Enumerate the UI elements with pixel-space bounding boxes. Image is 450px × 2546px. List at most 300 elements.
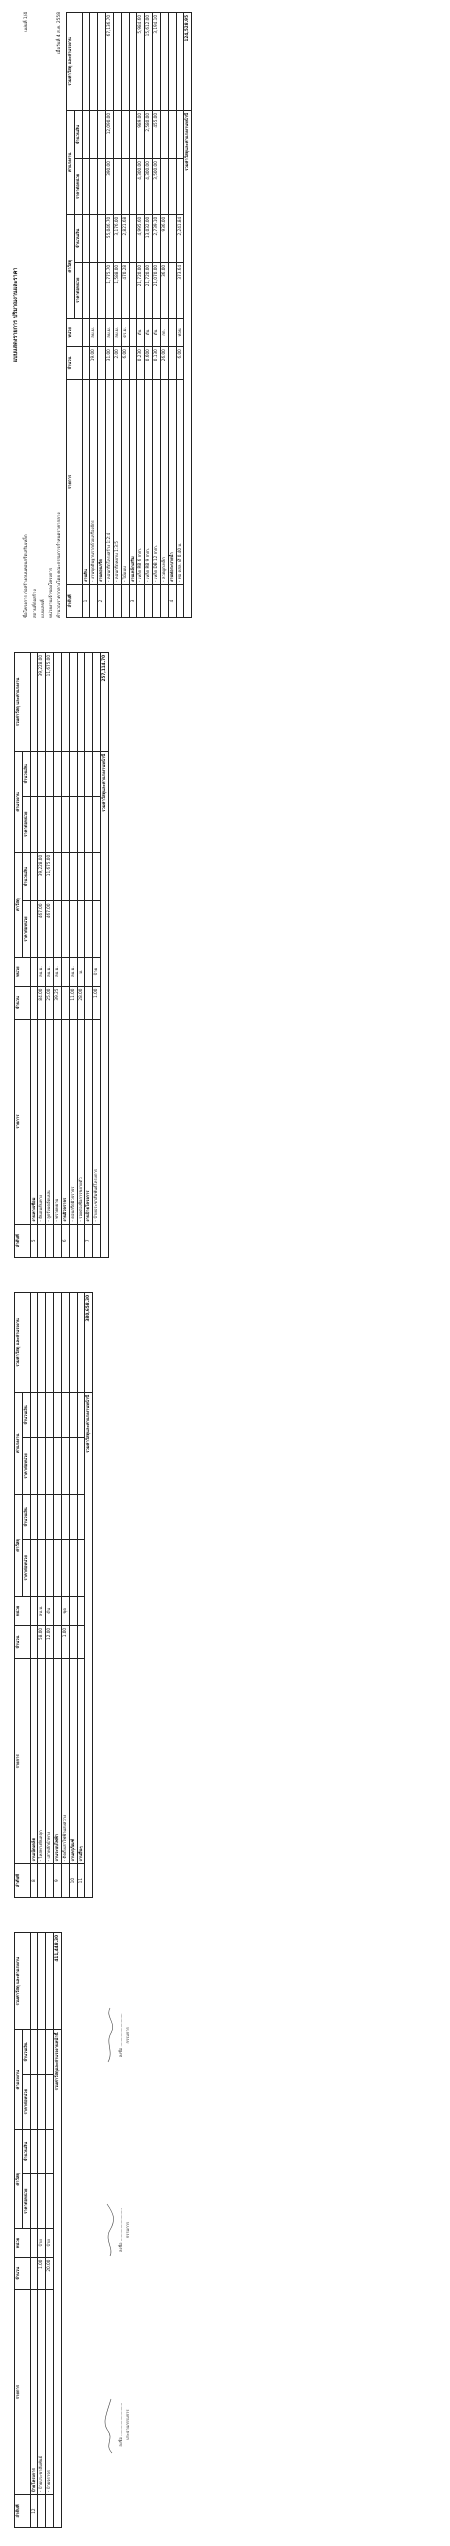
cell-unit: ป้าย <box>38 2229 46 2257</box>
cell-no: 2 <box>98 584 106 617</box>
cell-total <box>82 13 90 111</box>
col-material: ค่าวัสดุ <box>15 2129 23 2228</box>
cell-lp <box>38 796 46 852</box>
cell-mp: 1,775.70 <box>106 262 114 318</box>
cell-item: - รอยต่อเพื่อการขยายตัว <box>77 1019 85 1224</box>
cell-lp <box>54 1438 62 1495</box>
cell-item: - เหล็ก RB 6 mm. <box>137 379 145 584</box>
table-row <box>46 1293 54 1898</box>
cell-ma <box>129 214 137 262</box>
cell-lp: 3,500.00 <box>153 159 161 215</box>
cell-no <box>137 584 145 617</box>
cell-total <box>61 1293 69 1393</box>
document-page-2 <box>0 640 450 1270</box>
cell-mp <box>30 901 38 957</box>
col-unit: หน่วย <box>15 957 31 986</box>
location: สถานที่ก่อสร้าง <box>33 589 38 618</box>
cell-qty: 12.00 <box>46 1625 54 1658</box>
page-footer-label: รวมค่าวัสดุและค่าแรงงานหน้านี้ <box>101 751 109 1257</box>
cell-total <box>77 653 85 752</box>
cell-item: งานป้ายโครงการ <box>85 1019 93 1224</box>
table-row <box>145 13 153 618</box>
cell-total: 15,612.00 <box>145 13 153 111</box>
cell-total <box>129 13 137 111</box>
col-no: ลำดับที่ <box>15 2495 31 2528</box>
table-row <box>38 1933 46 2528</box>
cell-qty <box>168 347 176 380</box>
page-footer-label: รวมค่าวัสดุและค่าแรงงานหน้านี้ <box>184 110 192 617</box>
cell-no: 4 <box>168 584 176 617</box>
cell-mp <box>54 1540 62 1597</box>
cell-item: งานอื่นๆ <box>77 1659 85 1864</box>
cell-unit: ป้าย <box>46 2229 54 2257</box>
table-row <box>85 653 93 1258</box>
cell-unit: ลบ.ม. <box>113 318 121 347</box>
cell-la <box>121 110 129 158</box>
cell-no: 7 <box>85 1224 93 1257</box>
cell-qty: 2.00 <box>113 347 121 380</box>
cell-ma: 11,675.00 <box>46 852 54 901</box>
cell-no <box>54 1224 62 1257</box>
cell-lp <box>93 796 101 852</box>
cell-qty: 84.00 <box>38 986 46 1019</box>
col-total: รวมค่าวัสดุ และค่าแรงงาน <box>67 13 83 111</box>
cell-lp <box>38 2074 46 2129</box>
cell-item: - ทรายหยาบ <box>54 1019 62 1224</box>
cell-unit: ตัน <box>137 318 145 347</box>
cell-la: 455.00 <box>153 110 161 158</box>
cell-mp <box>168 262 176 318</box>
col-material: ค่าวัสดุ <box>15 1494 23 1596</box>
cell-ma <box>69 852 77 901</box>
cell-lp <box>54 796 62 852</box>
table-row <box>38 653 46 1258</box>
cell-no <box>46 1864 54 1898</box>
cell-la <box>82 110 90 158</box>
cell-ma <box>93 852 101 901</box>
table-row <box>137 13 145 618</box>
cell-la: 2,580.00 <box>145 110 153 158</box>
cell-la <box>30 2030 38 2074</box>
cell-unit <box>129 318 137 347</box>
col-total: รวมค่าวัสดุ และค่าแรงงาน <box>15 1933 31 2031</box>
cell-total <box>54 653 62 752</box>
cell-lp <box>82 159 90 215</box>
cell-item: - งานขุดดินฐานรากด้วยเครื่องจักร <box>90 379 98 584</box>
cell-total <box>113 13 121 111</box>
table-row <box>129 13 137 618</box>
rotated-sheet <box>8 648 438 1262</box>
cell-qty: 19.00 <box>90 347 98 380</box>
cell-total <box>168 13 176 111</box>
cell-mp <box>46 1540 54 1597</box>
cell-mp: 467.00 <box>38 901 46 957</box>
cell-qty: 28.00 <box>77 986 85 1019</box>
cell-item: - ลวดผูกเหล็ก <box>160 379 168 584</box>
handwritten-signature <box>102 2005 116 2065</box>
cell-qty: 31.00 <box>106 347 114 380</box>
cell-la: 12,090.00 <box>106 110 114 158</box>
col-labor-amount: จำนวนเงิน <box>22 1392 30 1437</box>
cell-no <box>38 2495 46 2528</box>
cell-no <box>69 1224 77 1257</box>
cell-total <box>38 1293 46 1393</box>
col-no: ลำดับที่ <box>15 1864 31 1898</box>
cell-mp <box>90 262 98 318</box>
document-page-1 <box>0 0 450 630</box>
cell-la <box>30 1392 38 1437</box>
cell-no <box>38 1224 46 1257</box>
cell-mp <box>46 2174 54 2229</box>
cell-no <box>121 584 129 617</box>
cell-qty: 6.00 <box>121 347 129 380</box>
cell-ma <box>85 852 93 901</box>
col-total: รวมค่าวัสดุ และค่าแรงงาน <box>15 1293 31 1393</box>
cell-no <box>176 584 184 617</box>
col-unit: หน่วย <box>15 1596 31 1625</box>
cell-unit <box>30 957 38 986</box>
table-row <box>77 653 85 1258</box>
cell-mp: 1,588.00 <box>113 262 121 318</box>
table-row <box>54 653 62 1258</box>
cell-total <box>61 653 69 752</box>
cell-unit: ลบ.ม. <box>38 957 46 986</box>
cell-no <box>61 1864 69 1898</box>
cell-la <box>98 110 106 158</box>
cell-unit <box>82 318 90 347</box>
col-labor-amount: จำนวนเงิน <box>22 751 30 796</box>
cell-unit: ตัน <box>145 318 153 347</box>
cell-no <box>90 584 98 617</box>
bill-of-quantities-table <box>14 652 109 1258</box>
cell-la <box>85 751 93 796</box>
cell-no: 6 <box>61 1224 69 1257</box>
cell-no <box>153 584 161 617</box>
page-footer-total: 124,528.95 <box>184 13 192 111</box>
cell-qty <box>85 986 93 1019</box>
cell-no: 12 <box>30 2495 38 2528</box>
cell-lp <box>168 159 176 215</box>
cell-mp <box>30 2174 38 2229</box>
table-row <box>106 13 114 618</box>
cell-item: - ลูกรังบดอัดแน่น <box>46 1019 54 1224</box>
cell-no <box>160 584 168 617</box>
cell-total: 5,984.60 <box>137 13 145 111</box>
cell-total <box>176 13 184 111</box>
cell-mp <box>129 262 137 318</box>
cell-qty: 25.00 <box>46 986 54 1019</box>
cell-qty <box>69 1625 77 1658</box>
cell-unit: ชุด <box>61 1596 69 1625</box>
cell-qty: 1.00 <box>61 1625 69 1658</box>
cell-la <box>69 751 77 796</box>
page-footer-total: 257,114.70 <box>101 653 109 752</box>
signature-2: ลงชื่อ .......................... กรรมการ <box>102 2200 131 2260</box>
cell-mp <box>93 901 101 957</box>
cell-no: 3 <box>129 584 137 617</box>
cell-total <box>30 1933 38 2031</box>
cell-no <box>38 1864 46 1898</box>
cell-lp <box>38 1438 46 1495</box>
handwritten-signature <box>102 2395 116 2455</box>
page-footer-total: 380,658.30 <box>85 1293 93 1393</box>
cell-mp <box>98 262 106 318</box>
col-unit: หน่วย <box>15 2229 31 2257</box>
cell-qty: 26.00 <box>160 347 168 380</box>
cell-ma <box>30 2129 38 2173</box>
table-row <box>121 13 129 618</box>
cell-la <box>38 1392 46 1437</box>
col-item: รายการ <box>15 1019 31 1224</box>
page-footer-total: 411,448.30 <box>54 1933 62 2031</box>
drawing-no: แบบเลขที่ <box>41 599 46 618</box>
cell-mp <box>54 901 62 957</box>
cell-la <box>46 2030 54 2074</box>
cell-lp <box>30 796 38 852</box>
table-row <box>82 13 90 618</box>
cell-la <box>113 110 121 158</box>
table-row <box>113 13 121 618</box>
table-row <box>46 653 54 1258</box>
cell-ma <box>54 852 62 901</box>
cell-no <box>113 584 121 617</box>
col-total: รวมค่าวัสดุ และค่าแรงงาน <box>15 653 31 752</box>
cell-unit <box>61 957 69 986</box>
cell-qty <box>30 2257 38 2290</box>
cell-unit: ต้น <box>46 1596 54 1625</box>
doc-title: แบบแสดงรายการ ปริมาณงานและราคา <box>13 267 19 363</box>
cell-ma <box>168 214 176 262</box>
cell-lp <box>77 796 85 852</box>
col-qty: จำนวน <box>67 347 83 380</box>
cell-ma: 2,739.10 <box>153 214 161 262</box>
cell-mp <box>82 262 90 318</box>
col-material: ค่าวัสดุ <box>67 214 75 318</box>
cell-unit: ลบ.ม. <box>69 957 77 986</box>
col-material-unit-price: ราคาต่อหน่วย <box>74 262 82 318</box>
cell-ma <box>38 2129 46 2173</box>
cell-la <box>61 1392 69 1437</box>
cell-unit: ตร.ม. <box>121 318 129 347</box>
col-material-amount: จำนวนเงิน <box>74 214 82 262</box>
cell-qty: 0.230 <box>137 347 145 380</box>
table-row <box>69 1293 77 1898</box>
cell-ma <box>30 852 38 901</box>
table-row <box>61 653 69 1258</box>
cell-ma <box>38 1494 46 1539</box>
cell-unit: ป้าย <box>93 957 101 986</box>
cell-ma: 55,046.70 <box>106 214 114 262</box>
table-row <box>30 1933 38 2528</box>
table-row <box>176 13 184 618</box>
cell-unit <box>85 957 93 986</box>
cell-la <box>38 751 46 796</box>
col-labor: ค่าแรงงาน <box>15 2030 23 2129</box>
col-labor-unit-price: ราคาต่อหน่วย <box>22 1438 30 1495</box>
cell-la <box>90 110 98 158</box>
cell-mp: 373.64 <box>176 262 184 318</box>
cell-item: - ดินถมคันทาง <box>38 1019 46 1224</box>
project-name: ชื่อโครงการ ก่อสร้างถนนคอนกรีตเสริมเหล็ก <box>24 534 29 618</box>
cell-mp <box>61 901 69 957</box>
cell-la <box>46 751 54 796</box>
cell-item: งานครุภัณฑ์ <box>69 1659 77 1864</box>
cell-item: - ติดตั้งเสาไฟฟ้าแสงสว่าง <box>61 1659 69 1864</box>
agency: หน่วยงานเจ้าของโครงการ <box>49 567 54 618</box>
cell-la <box>69 1392 77 1437</box>
cell-la <box>129 110 137 158</box>
col-labor: ค่าแรงงาน <box>67 110 75 214</box>
cell-lp <box>77 1438 85 1495</box>
cell-total: 11,675.00 <box>46 653 54 752</box>
cell-unit <box>98 318 106 347</box>
cell-total <box>85 653 93 752</box>
cell-item: - เหล็ก RB 9 mm. <box>145 379 153 584</box>
cell-total: 39,228.00 <box>38 653 46 752</box>
cell-la <box>46 1392 54 1437</box>
cell-item: งานเหล็กเสริม <box>129 379 137 584</box>
cell-item: งานทางเชื่อม <box>30 1019 38 1224</box>
cell-unit <box>30 2229 38 2257</box>
cell-qty: 11.00 <box>69 986 77 1019</box>
col-material-amount: จำนวนเงิน <box>22 2129 30 2173</box>
cell-unit: กก. <box>160 318 168 347</box>
col-no: ลำดับที่ <box>67 584 83 617</box>
cell-unit: ม. <box>77 957 85 986</box>
cell-unit: ลบ.ม. <box>106 318 114 347</box>
cell-qty: 0.130 <box>153 347 161 380</box>
cell-ma: 4,995.60 <box>137 214 145 262</box>
cell-item: งานดิน <box>82 379 90 584</box>
cell-mp: 21,070.00 <box>153 262 161 318</box>
cell-unit <box>54 1596 62 1625</box>
cell-ma <box>61 852 69 901</box>
cell-qty <box>61 986 69 1019</box>
page-footer-label: รวมค่าวัสดุและค่าแรงงานหน้านี้ <box>54 2030 62 2528</box>
cell-mp <box>38 1540 46 1597</box>
cell-mp <box>69 901 77 957</box>
cell-qty: 1.00 <box>93 986 101 1019</box>
cell-mp <box>38 2174 46 2229</box>
page-footer-label: รวมค่าวัสดุและค่าแรงงานหน้านี้ <box>85 1392 93 1897</box>
cell-item: - คอนกรีตหยาบ 1:3:5 <box>113 379 121 584</box>
cell-lp <box>129 159 137 215</box>
table-row <box>98 13 106 618</box>
rotated-sheet <box>8 8 438 622</box>
cell-mp <box>77 901 85 957</box>
cell-ma: 2,241.84 <box>176 214 184 262</box>
cell-total <box>30 1293 38 1393</box>
cell-mp: 470.28 <box>121 262 129 318</box>
cell-lp <box>30 1438 38 1495</box>
cell-item: ป้ายโครงการ <box>30 2290 38 2495</box>
cell-ma: 936.00 <box>160 214 168 262</box>
col-material-unit-price: ราคาต่อหน่วย <box>22 901 30 957</box>
table-row <box>46 1933 54 2528</box>
col-no: ลำดับที่ <box>15 1224 31 1257</box>
signature-block <box>102 1928 131 2532</box>
cell-ma: 2,821.68 <box>121 214 129 262</box>
cell-qty <box>54 1625 62 1658</box>
table-row <box>153 13 161 618</box>
cell-qty: 20.00 <box>46 2257 54 2290</box>
cell-no: 11 <box>77 1864 85 1898</box>
cell-no <box>46 1224 54 1257</box>
col-material-amount: จำนวนเงิน <box>22 852 30 901</box>
cell-total <box>46 1293 54 1393</box>
cell-item: - คอนกรีตโครงสร้าง 1:2:4 <box>106 379 114 584</box>
cell-no: 9 <box>54 1864 62 1898</box>
col-material-unit-price: ราคาต่อหน่วย <box>22 2174 30 2229</box>
cell-item: งานท่อระบายน้ำ <box>168 379 176 584</box>
cell-lp <box>69 1438 77 1495</box>
cell-lp <box>61 1438 69 1495</box>
table-row <box>168 13 176 618</box>
col-labor: ค่าแรงงาน <box>15 751 23 852</box>
cell-qty <box>77 1625 85 1658</box>
cell-ma <box>98 214 106 262</box>
cell-unit: ลบ.ม. <box>38 1596 46 1625</box>
cell-mp <box>69 1540 77 1597</box>
cell-unit: ท่อน <box>176 318 184 347</box>
cell-qty <box>129 347 137 380</box>
cell-ma <box>90 214 98 262</box>
cell-no <box>106 584 114 617</box>
cell-item: - ป้ายประชาสัมพันธ์ <box>38 2290 46 2495</box>
cell-lp <box>113 159 121 215</box>
cell-la: 989.00 <box>137 110 145 158</box>
cell-la <box>54 1392 62 1437</box>
cell-lp <box>121 159 129 215</box>
cell-ma <box>69 1494 77 1539</box>
cell-ma <box>82 214 90 262</box>
cell-total <box>69 653 77 752</box>
cell-no <box>77 1224 85 1257</box>
col-material-amount: จำนวนเงิน <box>22 1494 30 1539</box>
cell-unit <box>77 1596 85 1625</box>
cell-total <box>98 13 106 111</box>
cell-ma <box>54 1494 62 1539</box>
cell-total <box>160 13 168 111</box>
cell-mp <box>30 1540 38 1597</box>
cell-mp <box>61 1540 69 1597</box>
col-qty: จำนวน <box>15 2257 31 2290</box>
table-row <box>30 653 38 1258</box>
cell-item: - ท่อ คสล. Ø 0.40 ม. <box>176 379 184 584</box>
cell-no <box>46 2495 54 2528</box>
cell-la <box>77 1392 85 1437</box>
cell-la <box>54 751 62 796</box>
col-labor-unit-price: ราคาต่อหน่วย <box>22 796 30 852</box>
cell-no: 8 <box>30 1864 38 1898</box>
cell-la <box>38 2030 46 2074</box>
rotated-sheet <box>8 1288 438 1902</box>
col-item: รายการ <box>67 379 83 584</box>
table-row <box>30 1293 38 1898</box>
col-item: รายการ <box>15 1659 31 1864</box>
cell-item: - ไม้แบบ <box>121 379 129 584</box>
date-label: เมื่อวันที่ 4 ส.ค. 2558 <box>57 12 62 54</box>
cell-item: - ป้ายประชาสัมพันธ์โครงการ <box>93 1019 101 1224</box>
cell-lp <box>46 2074 54 2129</box>
signature-3: ลงชื่อ .......................... กรรมการ <box>102 2005 131 2065</box>
bill-of-quantities-table <box>66 12 192 618</box>
table-row <box>61 1293 69 1898</box>
cell-mp: 467.00 <box>46 901 54 957</box>
cell-unit <box>168 318 176 347</box>
cell-qty <box>30 986 38 1019</box>
cell-qty: 58.00 <box>38 1625 46 1658</box>
